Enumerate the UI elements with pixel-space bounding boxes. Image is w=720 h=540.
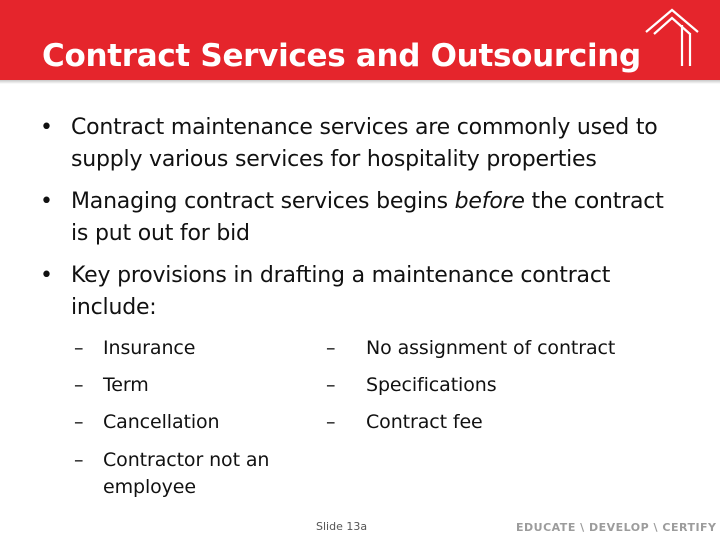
bullet-item [40,186,680,250]
title-bar [0,0,720,80]
bullet-text: Managing contract services begins before the contract is put out for bid [71,189,664,246]
title-bar-shadow [0,80,720,84]
provision-text: No assignment of contract [366,337,616,359]
provision-item: – Contract fee [326,409,666,436]
bullet-marker: • [40,115,53,140]
provision-item: – Term [74,372,304,399]
provision-item: – Specifications [326,372,666,399]
slide-number: Slide 13a [316,520,368,533]
slide-title: Contract Services and Outsourcing [42,38,641,74]
bullet-marker: • [40,189,53,214]
bullet-text: Key provisions in drafting a maintenance contract include: [71,263,611,320]
provision-item: – Insurance [74,335,304,362]
bullet-item [40,112,680,176]
bullet-text: Contract maintenance services are commonly used to supply various services for hospitality properties [71,115,658,172]
footer-tagline: EDUCATE \ DEVELOP \ CERTIFY [516,521,717,534]
bullet-item [40,260,680,324]
house-outline-icon [642,4,702,68]
provision-item: – Cancellation [74,409,304,436]
provision-item: – No assignment of contract [326,335,666,362]
provision-text: Contract fee [366,411,483,433]
provision-text: Specifications [366,374,497,396]
bullet-list [40,112,680,334]
provision-text: Term [103,374,149,396]
provision-item: – Contractor not an employee [74,447,274,501]
provision-text: Insurance [103,337,196,359]
emphasis-text: before [454,189,525,214]
bullet-marker: • [40,263,53,288]
provision-text: Cancellation [103,411,220,433]
provision-text: Contractor not an employee [103,449,270,498]
